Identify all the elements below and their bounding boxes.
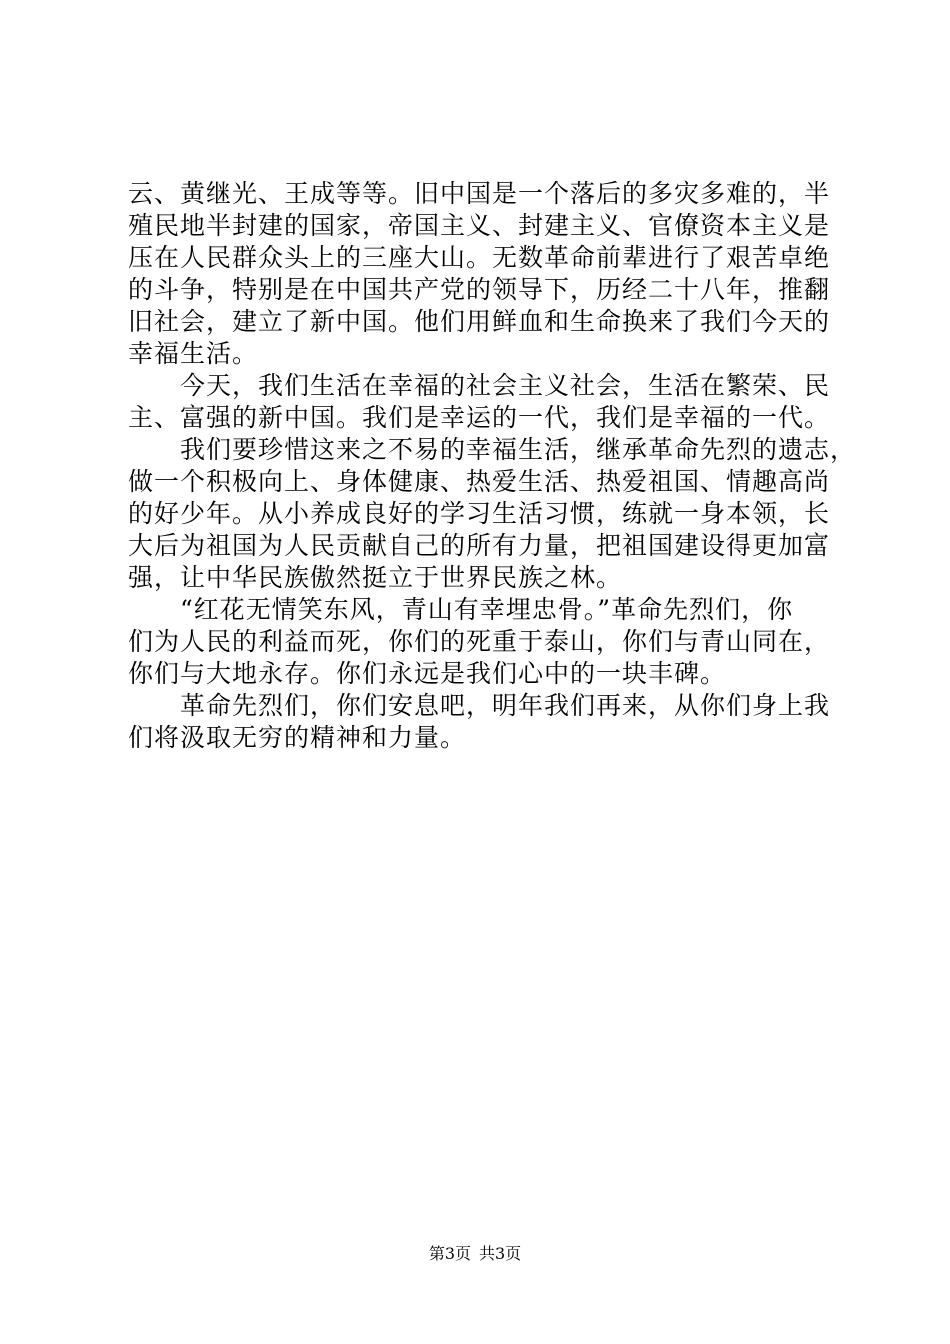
text-line: 压在人民群众头上的三座大山。无数革命前辈进行了艰苦卓绝	[128, 243, 831, 272]
text-line: 们为人民的利益而死，你们的死重于泰山，你们与青山同在，	[128, 627, 831, 656]
text-line: 主、富强的新中国。我们是幸运的一代，我们是幸福的一代。	[128, 403, 831, 432]
text-line: 旧社会，建立了新中国。他们用鲜血和生命换来了我们今天的	[128, 307, 831, 336]
text-line: 的好少年。从小养成良好的学习生活习惯，练就一身本领，长	[128, 499, 831, 528]
page-footer	[0, 1244, 950, 1264]
text-line: 殖民地半封建的国家，帝国主义、封建主义、官僚资本主义是	[128, 211, 831, 240]
text-line: 你们与大地永存。你们永远是我们心中的一块丰碑。	[128, 659, 727, 688]
page-total: 共3页	[479, 1244, 522, 1263]
paragraph-start-line: 我们要珍惜这来之不易的幸福生活，继承革命先烈的遗志，	[180, 435, 857, 464]
text-line: 的斗争，特别是在中国共产党的领导下，历经二十八年，推翻	[128, 275, 831, 304]
page-number: 第3页	[428, 1244, 471, 1263]
document-body	[128, 178, 857, 754]
text-line: 们将汲取无穷的精神和力量。	[128, 723, 467, 752]
text-line: 云、黄继光、王成等等。旧中国是一个落后的多灾多难的，半	[128, 179, 831, 208]
paragraph-start-line: “红花无情笑东风，青山有幸埋忠骨。”革命先烈们，你	[180, 595, 794, 624]
paragraph-start-line: 今天，我们生活在幸福的社会主义社会，生活在繁荣、民	[180, 371, 831, 400]
text-line: 大后为祖国为人民贡献自己的所有力量，把祖国建设得更加富	[128, 531, 831, 560]
text-line: 做一个积极向上、身体健康、热爱生活、热爱祖国、情趣高尚	[128, 467, 831, 496]
text-line: 强，让中华民族傲然挺立于世界民族之林。	[128, 563, 623, 592]
paragraph-start-line: 革命先烈们，你们安息吧，明年我们再来，从你们身上我	[180, 691, 831, 720]
text-line: 幸福生活。	[128, 339, 259, 368]
